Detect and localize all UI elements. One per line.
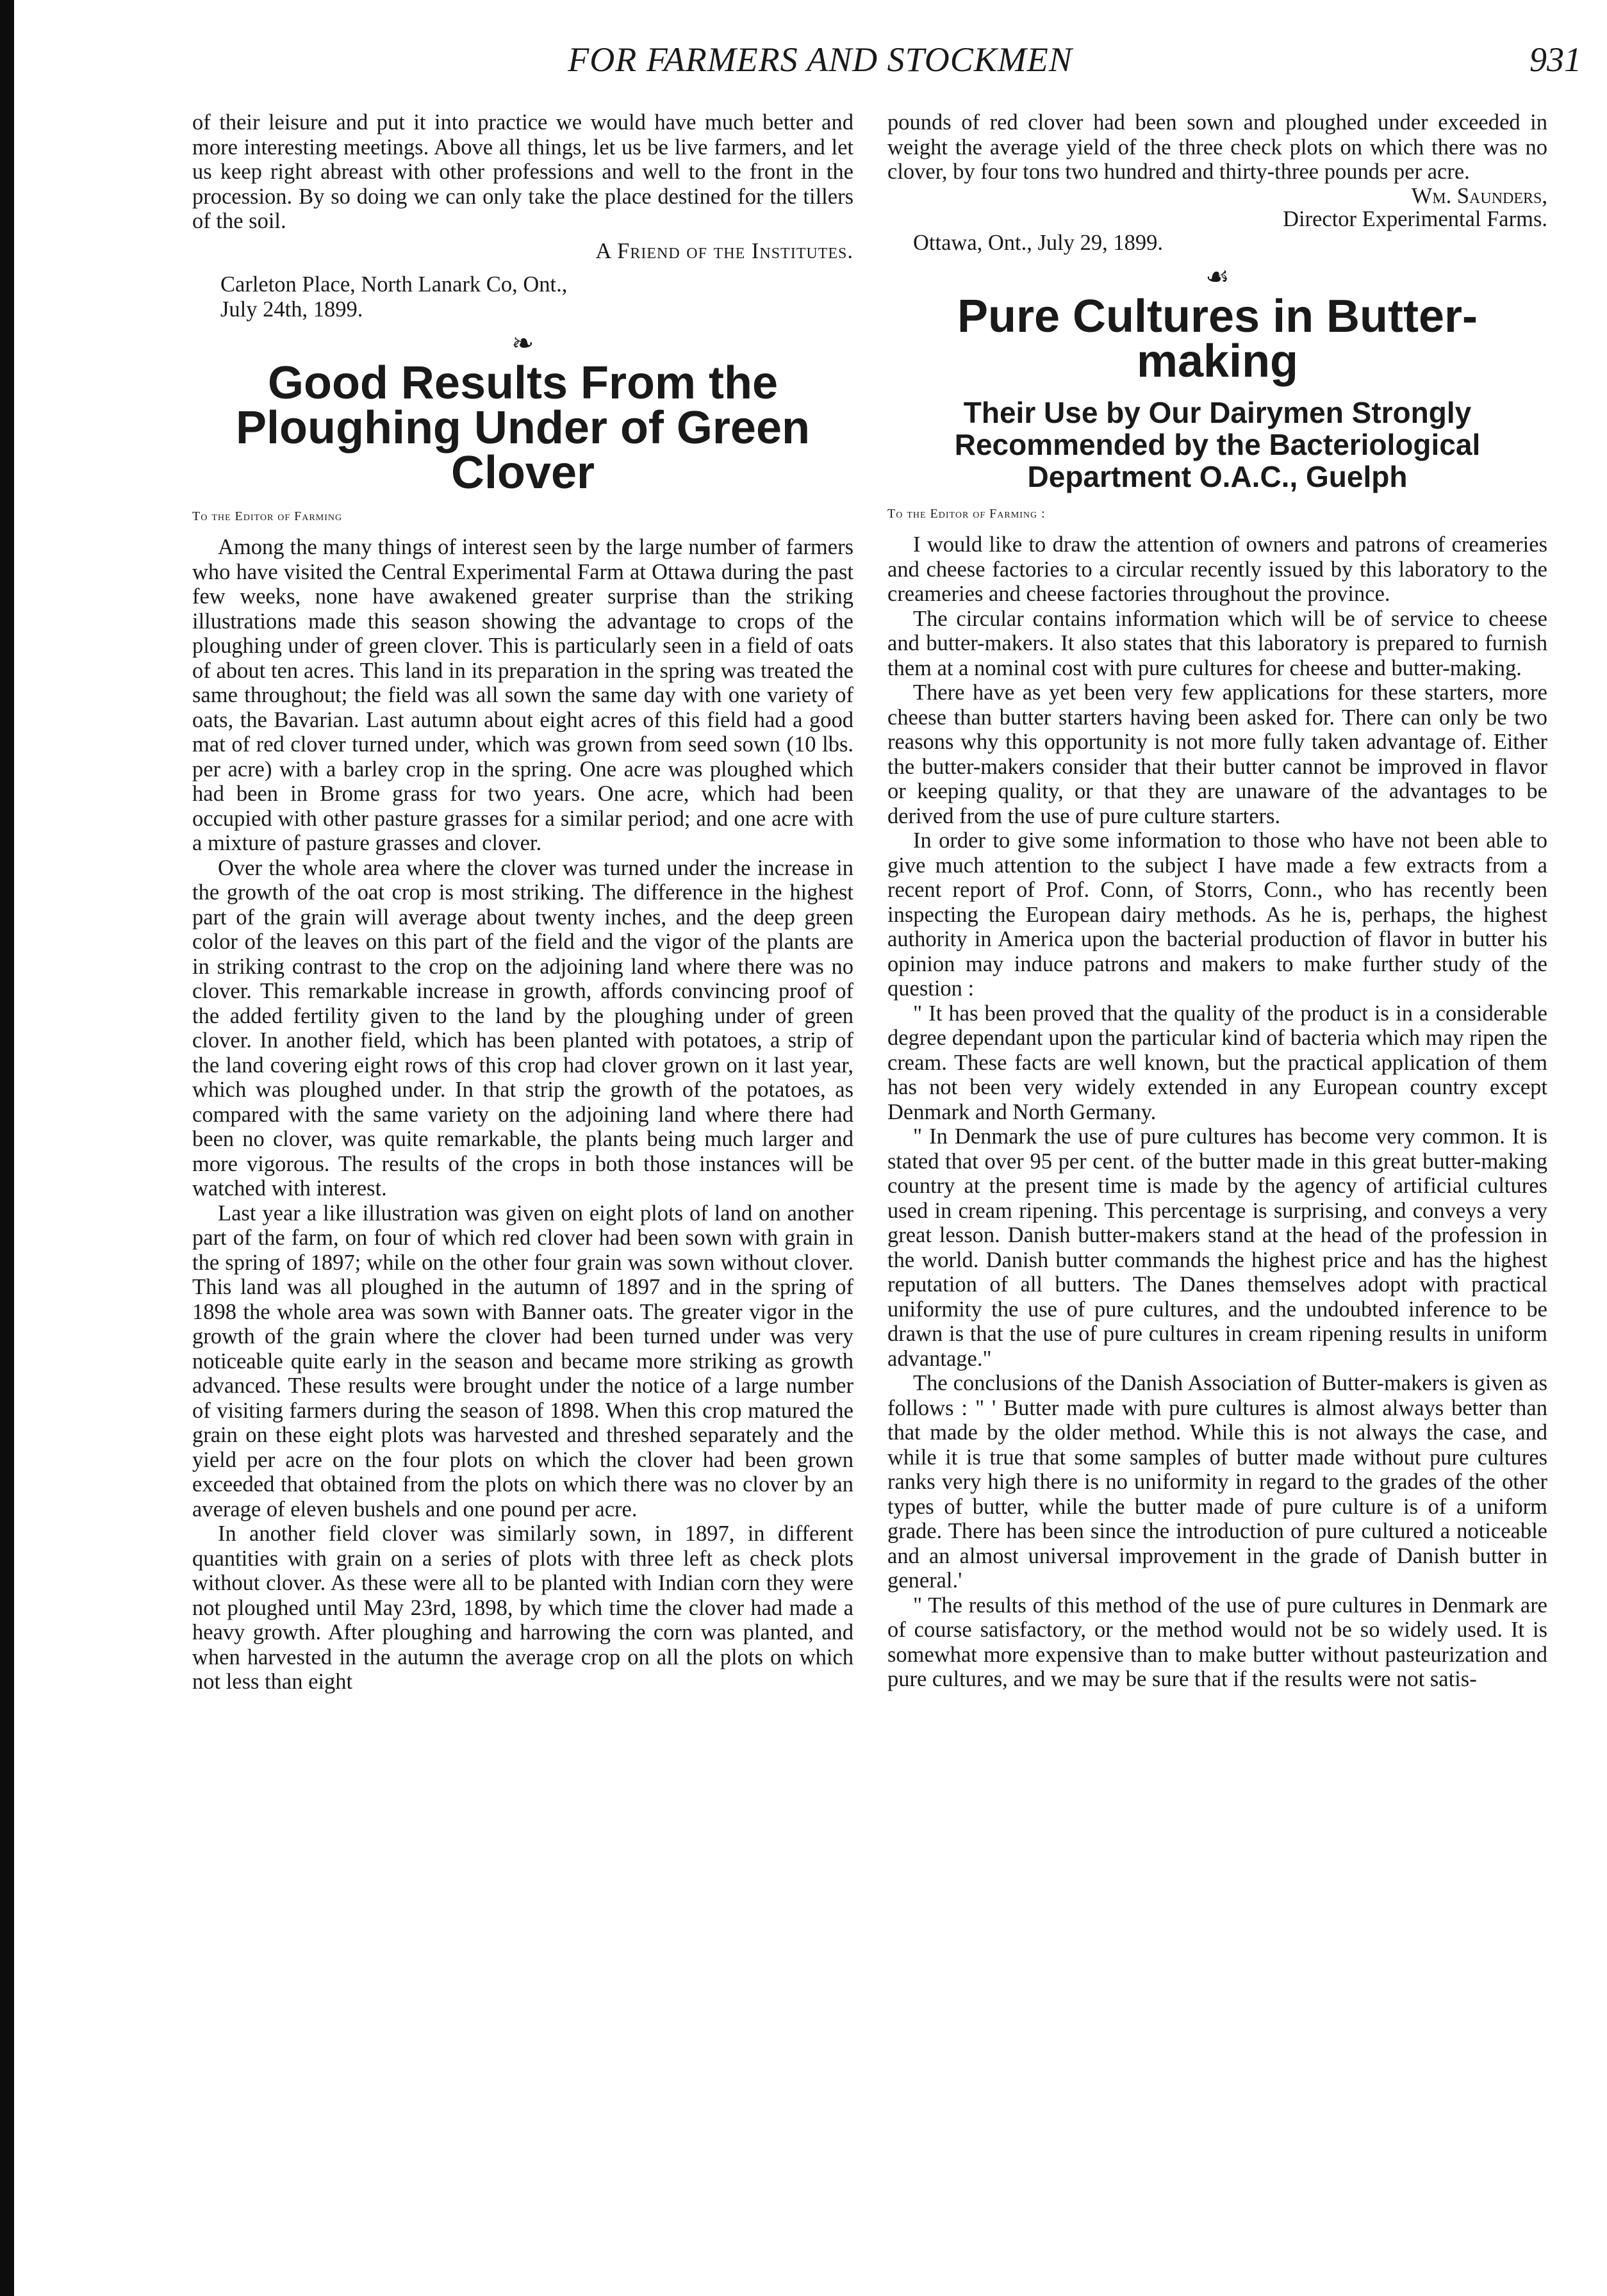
page-edge bbox=[0, 0, 14, 2296]
ornament-icon: ❧ bbox=[511, 329, 534, 359]
paragraph: Last year a like illustration was given on eight plots of land on another part of the farm, on four of which red clover had been sown with grain in the spring of 1897; while on the other four grain was sown without clover. This land was all ploughed in the autumn of 1897 and in the spring of 1898 the whole area was sown with Banner oats. The greater vigor in the growth of the grain where the clover had been turned under was very noticeable quite early in the season and became more striking as growth advanced. These results were brought under the notice of a large number of visiting farmers during the season of 1898. When this crop matured the grain on these eight plots was harvested and threshed separately and the yield per acre on the four plots on which the clover had been grown exceeded that obtained from the plots on which there was no clover by an average of eleven bushels and one pound per acre. bbox=[192, 1201, 853, 1521]
paragraph: Among the many things of interest seen by the large number of farmers who have visited the Central Experimental Farm at Ottawa during the past few weeks, none have awakened greater surprise than the striking illustrations made this season showing the advantage to crops of the ploughing under of green clover. This is particularly seen in a field of oats of about ten acres. This land in its preparation in the spring was treated the same throughout; the field was all sown the same day with one variety of oats, the Bavarian. Last autumn about eight acres of this field had a good mat of red clover turned under, which was grown from seed sown (10 lbs. per acre) with a barley crop in the spring. One acre was ploughed which had been in Brome grass for two years. One acre, which had been occupied with other pasture grasses for a similar period; and one acre with a mixture of pasture grasses and clover. bbox=[192, 535, 853, 855]
signature-name: Wm. Saunders, bbox=[1411, 183, 1547, 208]
paragraph: pounds of red clover had been sown and ploughed under exceeded in weight the average yield of the three check plots on which there was no clover, by four tons two hundred and thirty-three pounds per acre. bbox=[887, 110, 1547, 184]
left-column bbox=[192, 110, 853, 1694]
article-headline: Pure Cultures in Butter-making bbox=[957, 290, 1478, 387]
salutation: To the Editor of Farming bbox=[192, 509, 343, 523]
dateline: Ottawa, Ont., July 29, 1899. bbox=[913, 230, 1164, 255]
paragraph: Over the whole area where the clover was turned under the increase in the growth of the oat crop is most striking. The difference in the highest part of the grain will average about twenty inches, and the deep green color of the leaves on this part of the field and the vigor of the plants are in striking contrast to the crop on the adjoining land where there was no clover. This remarkable increase in growth, affords convincing proof of the added fertility given to the land by the ploughing under of green clover. In another field, which has been planted with potatoes, a strip of the land covering eight rows of this crop had clover grown on it last year, which was ploughed under. In that strip the growth of the potatoes, as compared with the same variety on the adjoining land where there had been no clover, was quite remarkable, the plants being much larger and more vigorous. The results of the crops in both those instances will be watched with interest. bbox=[192, 855, 853, 1201]
page-number: 931 bbox=[1529, 40, 1581, 79]
paragraph: " It has been proved that the quality of the product is in a considerable degree dependant upon the particular kind of bacteria which may ripen the cream. These facts are well known, but the practical application of them has not been very widely extended in any European country except Denmark and North Germany. bbox=[887, 1001, 1547, 1124]
paragraph: of their leisure and put it into practice we would have much better and more interesting meetings. Above all things, let us be live farmers, and let us keep right abreast with other professions and well to the front in the procession. By so doing we can only take the place destined for the tillers of the soil. bbox=[192, 110, 853, 233]
salutation: To the Editor of Farming : bbox=[887, 506, 1046, 521]
paragraph: I would like to draw the attention of owners and patrons of creameries and cheese factories to a circular recently issued by this laboratory to the creameries and cheese factories throughout the province. bbox=[887, 532, 1547, 606]
paragraph: In order to give some information to those who have not been able to give much attention to the subject I have made a few extracts from a recent report of Prof. Conn, of Storrs, Conn., who has recently been inspecting the European dairy methods. As he is, perhaps, the highest authority in America upon the bacterial production of flavor in butter his opinion may induce patrons and makers to make further study of the question : bbox=[887, 828, 1547, 1001]
dateline-date: July 24th, 1899. bbox=[220, 297, 363, 322]
article-headline: Good Results From the Ploughing Under of Green Clover bbox=[236, 357, 810, 498]
article-subheadline: Their Use by Our Dairymen Strongly Recommended by the Bacteriological Department O.A.C., Guelph bbox=[954, 395, 1481, 493]
paragraph: " The results of this method of the use of pure cultures in Denmark are of course satisfactory, or the method would not be so widely used. It is somewhat more expensive than to make butter without pasteurization and pure cultures, and we may be sure that if the results were not satis- bbox=[887, 1593, 1547, 1691]
paragraph: There have as yet been very few applications for these starters, more cheese than butter starters having been asked for. There can only be two reasons why this opportunity is not more fully taken advantage of. Either the butter-makers consider that their butter cannot be improved in flavor or keeping quality, or that they are unaware of the advantages to be derived from the use of pure culture starters. bbox=[887, 680, 1547, 828]
paragraph: In another field clover was similarly sown, in 1897, in different quantities with grain on a series of plots with three left as check plots without clover. As these were all to be planted with Indian corn they were not ploughed until May 23rd, 1898, by which time the clover had made a heavy growth. After ploughing and harrowing the corn was planted, and when harvested in the autumn the average crop on all the plots on which not less than eight bbox=[192, 1521, 853, 1694]
page-header bbox=[0, 40, 1607, 91]
signature-title: Director Experimental Farms. bbox=[1283, 206, 1547, 231]
signature: A Friend of the Institutes. bbox=[595, 238, 853, 263]
ornament-icon: ☙ bbox=[1205, 263, 1230, 292]
running-head: FOR FARMERS AND STOCKMEN bbox=[568, 40, 1073, 79]
paragraph: " In Denmark the use of pure cultures has become very common. It is stated that over 95 per cent. of the butter made in this great butter-making country at the present time is made by the agency of artificial cultures used in cream ripening. This percentage is surprising, and conveys a very great lesson. Danish butter-makers stand at the head of the profession in the world. Danish butter commands the highest price and has the highest reputation of all butters. The Danes themselves adopt with practical uniformity the use of pure cultures, and the undoubted inference to be drawn is that the use of pure cultures in cream ripening results in uniform advantage." bbox=[887, 1124, 1547, 1371]
dateline-place: Carleton Place, North Lanark Co, Ont., bbox=[220, 272, 568, 297]
right-column bbox=[887, 110, 1547, 1692]
paragraph: The conclusions of the Danish Association of Butter-makers is given as follows : " ' Butter made with pure cultures is almost always better than that made by the older method. While this is not always the case, and while it is true that some samples of butter made without pure cultures ranks very high there is no uniformity in regard to the grades of the other types of butter, while the butter made of pure culture is of a uniform grade. There has been since the introduction of pure cultured a noticeable and an almost universal improvement in the grade of Danish butter in general.' bbox=[887, 1371, 1547, 1593]
paragraph: The circular contains information which will be of service to cheese and butter-makers. It also states that this laboratory is prepared to furnish them at a nominal cost with pure cultures for cheese and butter-making. bbox=[887, 606, 1547, 680]
